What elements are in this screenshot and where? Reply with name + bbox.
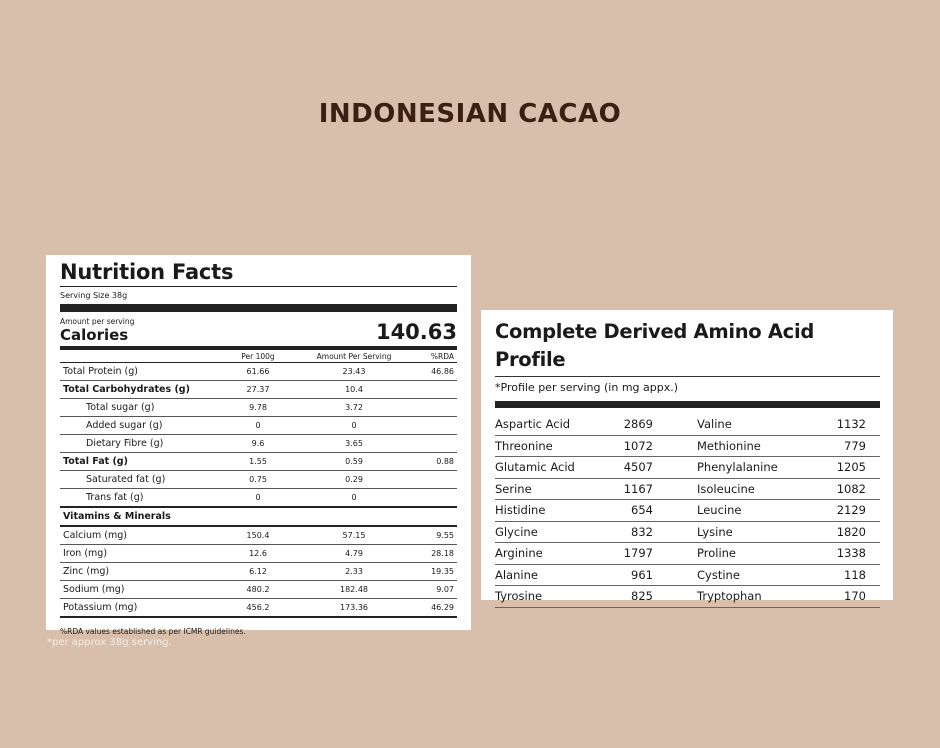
amino-acid-value: 4507 <box>623 460 653 475</box>
amino-acid-name: Alanine <box>495 567 538 582</box>
per-serving-value: 10.4 <box>345 385 363 394</box>
table-row <box>60 471 457 489</box>
table-row <box>60 545 457 563</box>
per-100g-value: 27.37 <box>246 385 270 394</box>
table-row <box>60 563 457 581</box>
amino-acid-value: 832 <box>631 524 653 539</box>
amino-acid-name: Aspartic Acid <box>495 417 571 432</box>
nutrition-table-body <box>60 363 457 618</box>
amino-acid-name: Cystine <box>697 567 740 582</box>
per-serving-value: 4.79 <box>345 549 363 558</box>
table-row <box>495 522 880 544</box>
rda-note: %RDA values established as per ICMR guidelines. <box>60 627 246 636</box>
nutrient-name: Zinc (mg) <box>63 566 110 577</box>
amino-acid-name: Histidine <box>495 503 546 518</box>
column-header: Amount Per Serving <box>316 351 392 361</box>
amino-acid-name: Tryptophan <box>697 589 762 604</box>
amino-heading: Complete Derived Amino Acid Profile <box>495 318 880 377</box>
amino-acid-name: Valine <box>697 417 732 432</box>
rda-value: 19.35 <box>431 567 454 576</box>
serving-size: Serving Size 38g <box>60 286 457 300</box>
per-100g-value: 1.55 <box>249 457 267 466</box>
rda-value: 46.86 <box>431 367 454 376</box>
table-row <box>495 500 880 522</box>
amino-acid-name: Serine <box>495 481 532 496</box>
per-serving-value: 0 <box>351 493 357 502</box>
per-100g-value: 9.78 <box>249 403 267 412</box>
nutrient-name: Total Fat (g) <box>63 456 128 467</box>
table-row <box>495 479 880 501</box>
table-row <box>60 417 457 435</box>
amino-acid-panel <box>481 310 893 604</box>
rda-value: 0.88 <box>436 457 454 466</box>
nutrition-facts-panel <box>46 255 471 636</box>
amino-table-body <box>495 414 880 608</box>
table-row <box>60 435 457 453</box>
amino-acid-name: Lysine <box>697 524 733 539</box>
calories-label: Calories <box>60 326 129 344</box>
per-serving-value: 182.48 <box>340 585 368 594</box>
nutrient-name: Iron (mg) <box>63 548 108 559</box>
amino-acid-value: 2129 <box>836 503 866 518</box>
table-row <box>495 436 880 458</box>
table-row <box>495 414 880 436</box>
per-100g-value: 9.6 <box>251 439 265 448</box>
amino-acid-value: 170 <box>844 589 866 604</box>
per-serving-value: 3.65 <box>345 439 363 448</box>
amino-acid-value: 825 <box>631 589 653 604</box>
amino-acid-value: 961 <box>631 567 653 582</box>
per-100g-value: 6.12 <box>249 567 267 576</box>
amino-acid-value: 1797 <box>623 546 653 561</box>
amino-acid-name: Glycine <box>495 524 538 539</box>
amino-acid-value: 118 <box>844 567 866 582</box>
table-row <box>60 363 457 381</box>
amount-per-serving-label: Amount per serving <box>60 317 135 326</box>
amino-acid-value: 1082 <box>836 481 866 496</box>
nutrient-name: Total Carbohydrates (g) <box>63 384 190 395</box>
amino-subheading: *Profile per serving (in mg appx.) <box>495 381 679 394</box>
per-100g-value: 0 <box>255 421 261 430</box>
per-100g-value: 61.66 <box>246 367 270 376</box>
amino-acid-value: 1820 <box>836 524 866 539</box>
amino-acid-name: Phenylalanine <box>697 460 778 475</box>
table-row <box>60 508 457 527</box>
table-row <box>495 457 880 479</box>
column-header: Per 100g <box>241 351 275 361</box>
amino-acid-name: Leucine <box>697 503 742 518</box>
table-row <box>495 586 880 608</box>
per-serving-value: 0 <box>351 421 357 430</box>
amino-acid-value: 1338 <box>836 546 866 561</box>
page-title: INDONESIAN CACAO <box>318 99 622 129</box>
nutrient-name: Saturated fat (g) <box>86 474 166 485</box>
per-serving-value: 3.72 <box>345 403 363 412</box>
amino-acid-name: Isoleucine <box>697 481 755 496</box>
table-row <box>60 527 457 545</box>
nutrition-column-headers <box>60 350 457 363</box>
nutrient-name: Sodium (mg) <box>63 584 125 595</box>
per-serving-value: 173.36 <box>340 603 368 612</box>
amino-acid-value: 654 <box>631 503 653 518</box>
nutrient-name: Vitamins & Minerals <box>63 511 171 522</box>
per-serving-value: 23.43 <box>342 367 366 376</box>
per-100g-value: 456.2 <box>246 603 270 612</box>
divider <box>495 401 880 408</box>
table-row <box>495 543 880 565</box>
column-header: %RDA <box>430 351 454 361</box>
per-100g-value: 150.4 <box>246 531 270 540</box>
rda-value: 28.18 <box>431 549 454 558</box>
amino-acid-name: Threonine <box>495 438 553 453</box>
nutrient-name: Total Protein (g) <box>63 366 138 377</box>
table-row <box>60 453 457 471</box>
divider <box>60 304 457 312</box>
amino-acid-name: Proline <box>697 546 736 561</box>
amino-acid-name: Methionine <box>697 438 761 453</box>
serving-footnote: *per approx 38g serving. <box>47 637 172 648</box>
amino-acid-value: 1205 <box>836 460 866 475</box>
nutrition-heading: Nutrition Facts <box>60 260 234 284</box>
per-100g-value: 12.6 <box>249 549 267 558</box>
amino-acid-name: Glutamic Acid <box>495 460 575 475</box>
nutrient-name: Added sugar (g) <box>86 420 163 431</box>
amino-acid-value: 1167 <box>623 481 653 496</box>
per-serving-value: 0.29 <box>345 475 363 484</box>
per-100g-value: 0 <box>255 493 261 502</box>
table-row <box>60 581 457 599</box>
per-serving-value: 0.59 <box>345 457 363 466</box>
rda-value: 9.07 <box>436 585 454 594</box>
nutrient-name: Potassium (mg) <box>63 602 138 613</box>
table-row <box>60 399 457 417</box>
nutrient-name: Total sugar (g) <box>86 402 155 413</box>
per-serving-value: 2.33 <box>345 567 363 576</box>
amino-acid-value: 1072 <box>623 438 653 453</box>
calories-value: 140.63 <box>375 320 457 344</box>
nutrient-name: Calcium (mg) <box>63 530 127 541</box>
table-row <box>60 599 457 618</box>
nutrient-name: Trans fat (g) <box>86 492 144 503</box>
rda-value: 9.55 <box>436 531 454 540</box>
per-100g-value: 480.2 <box>246 585 270 594</box>
amino-acid-value: 1132 <box>836 417 866 432</box>
nutrient-name: Dietary Fibre (g) <box>86 438 164 449</box>
per-serving-value: 57.15 <box>342 531 366 540</box>
amino-acid-name: Arginine <box>495 546 543 561</box>
amino-acid-name: Tyrosine <box>495 589 543 604</box>
table-row <box>495 565 880 587</box>
per-100g-value: 0.75 <box>249 475 267 484</box>
table-row <box>60 381 457 399</box>
amino-acid-value: 779 <box>844 438 866 453</box>
rda-value: 46.29 <box>431 603 454 612</box>
amino-acid-value: 2869 <box>623 417 653 432</box>
table-row <box>60 489 457 508</box>
